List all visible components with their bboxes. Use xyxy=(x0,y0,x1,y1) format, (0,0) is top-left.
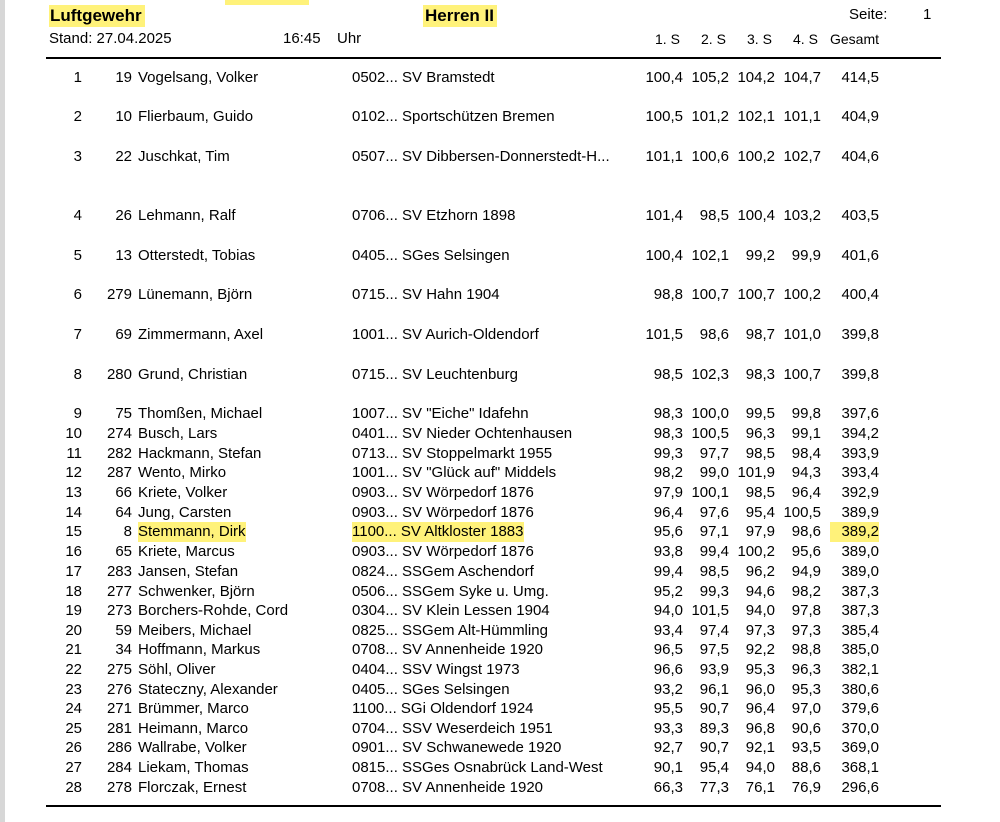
series4-cell: 99,9 xyxy=(791,247,821,264)
rank-cell: 13 xyxy=(65,484,82,501)
table-row xyxy=(0,483,1000,503)
series3-cell: 76,1 xyxy=(745,779,775,796)
total-cell: 387,3 xyxy=(841,602,879,619)
total-cell: 389,0 xyxy=(841,543,879,560)
table-row xyxy=(0,503,1000,523)
series2-cell: 100,0 xyxy=(691,405,729,422)
series3-cell: 96,0 xyxy=(745,681,775,698)
series4-cell: 95,6 xyxy=(791,543,821,560)
shooter-name-cell: Wallrabe, Volker xyxy=(138,739,247,756)
rank-cell: 14 xyxy=(65,504,82,521)
club-cell: 0825... SSGem Alt-Hümmling xyxy=(352,622,548,639)
shooter-name-cell: Heimann, Marco xyxy=(138,720,249,737)
rank-cell: 28 xyxy=(65,779,82,796)
series1-cell: 100,5 xyxy=(645,108,683,125)
rank-cell: 21 xyxy=(65,641,82,658)
club-cell: 0708... SV Annenheide 1920 xyxy=(352,779,544,796)
total-cell: 380,6 xyxy=(841,681,879,698)
table-row xyxy=(0,778,1000,798)
series4-cell: 101,1 xyxy=(783,108,821,125)
series1-cell: 98,2 xyxy=(653,464,683,481)
table-row xyxy=(0,444,1000,464)
rank-cell: 20 xyxy=(65,622,82,639)
stand-date: Stand: 27.04.2025 xyxy=(49,30,172,47)
discipline-title: Luftgewehr xyxy=(49,5,145,27)
club-cell: 0304... SV Klein Lessen 1904 xyxy=(352,602,550,619)
series2-cell: 93,9 xyxy=(699,661,729,678)
series2-cell: 99,4 xyxy=(699,543,729,560)
shooter-name-cell: Brümmer, Marco xyxy=(138,700,249,717)
series1-cell: 93,4 xyxy=(653,622,683,639)
start-number-cell: 284 xyxy=(106,759,132,776)
rank-cell: 17 xyxy=(65,563,82,580)
table-row xyxy=(0,365,1000,385)
series2-cell: 101,2 xyxy=(691,108,729,125)
series4-cell: 100,7 xyxy=(783,366,821,383)
footer-rule xyxy=(46,805,941,807)
club-cell: 0708... SV Annenheide 1920 xyxy=(352,641,544,658)
table-row xyxy=(0,680,1000,700)
shooter-name-cell: Borchers-Rohde, Cord xyxy=(138,602,289,619)
series2-cell: 97,5 xyxy=(699,641,729,658)
club-cell: 0715... SV Hahn 1904 xyxy=(352,286,500,303)
series3-cell: 99,5 xyxy=(745,405,775,422)
table-row xyxy=(0,562,1000,582)
rank-cell: 19 xyxy=(65,602,82,619)
table-row xyxy=(0,522,1000,542)
series1-cell: 101,5 xyxy=(645,326,683,343)
table-row xyxy=(0,758,1000,778)
start-number-cell: 10 xyxy=(115,108,132,125)
club-cell: 0401... SV Nieder Ochtenhausen xyxy=(352,425,573,442)
page-number: 1 xyxy=(923,6,932,23)
series2-cell: 100,6 xyxy=(691,148,729,165)
series3-cell: 94,0 xyxy=(745,602,775,619)
total-cell: 385,4 xyxy=(841,622,879,639)
total-cell: 368,1 xyxy=(841,759,879,776)
total-cell: 394,2 xyxy=(841,425,879,442)
start-number-cell: 283 xyxy=(106,563,132,580)
shooter-name-cell: Florczak, Ernest xyxy=(138,779,247,796)
total-cell: 379,6 xyxy=(841,700,879,717)
club-cell: 0903... SV Wörpedorf 1876 xyxy=(352,504,534,521)
series3-cell: 94,0 xyxy=(745,759,775,776)
club-cell: 0901... SV Schwanewede 1920 xyxy=(352,739,562,756)
total-cell: 401,6 xyxy=(841,247,879,264)
club-cell: 0405... SGes Selsingen xyxy=(352,681,510,698)
club-cell: 1007... SV "Eiche" Idafehn xyxy=(352,405,529,422)
shooter-name-cell: Zimmermann, Axel xyxy=(138,326,264,343)
table-row xyxy=(0,601,1000,621)
series1-cell: 97,9 xyxy=(653,484,683,501)
rank-cell: 7 xyxy=(73,326,82,343)
table-row xyxy=(0,285,1000,305)
start-number-cell: 69 xyxy=(115,326,132,343)
series3-cell: 100,2 xyxy=(737,543,775,560)
series2-cell: 100,7 xyxy=(691,286,729,303)
series3-cell: 102,1 xyxy=(737,108,775,125)
series1-cell: 93,2 xyxy=(653,681,683,698)
series2-cell: 98,6 xyxy=(699,326,729,343)
series1-cell: 100,4 xyxy=(645,69,683,86)
series3-cell: 92,1 xyxy=(745,739,775,756)
table-row xyxy=(0,325,1000,345)
series3-cell: 98,5 xyxy=(745,445,775,462)
series3-cell: 99,2 xyxy=(745,247,775,264)
series1-cell: 93,8 xyxy=(653,543,683,560)
total-cell: 389,0 xyxy=(841,563,879,580)
series1-cell: 94,0 xyxy=(653,602,683,619)
rank-cell: 11 xyxy=(66,445,82,462)
club-cell: 0713... SV Stoppelmarkt 1955 xyxy=(352,445,553,462)
total-cell: 389,2 xyxy=(830,522,879,542)
rank-cell: 16 xyxy=(65,543,82,560)
rank-cell: 18 xyxy=(65,583,82,600)
shooter-name-cell: Kriete, Marcus xyxy=(138,543,235,560)
series4-cell: 103,2 xyxy=(783,207,821,224)
page-label: Seite: xyxy=(849,6,888,23)
start-number-cell: 281 xyxy=(106,720,132,737)
series4-cell: 99,1 xyxy=(791,425,821,442)
shooter-name-cell: Grund, Christian xyxy=(138,366,248,383)
series1-cell: 101,1 xyxy=(645,148,683,165)
class-title: Herren II xyxy=(423,5,497,27)
series4-cell: 99,8 xyxy=(791,405,821,422)
series4-cell: 98,2 xyxy=(791,583,821,600)
series2-cell: 105,2 xyxy=(691,69,729,86)
series2-cell: 89,3 xyxy=(699,720,729,737)
shooter-name-cell: Busch, Lars xyxy=(138,425,218,442)
club-cell: 0706... SV Etzhorn 1898 xyxy=(352,207,516,224)
total-cell: 404,6 xyxy=(841,148,879,165)
shooter-name-cell: Hoffmann, Markus xyxy=(138,641,261,658)
series2-cell: 102,1 xyxy=(691,247,729,264)
series4-cell: 76,9 xyxy=(791,779,821,796)
table-row xyxy=(0,719,1000,739)
start-number-cell: 59 xyxy=(115,622,132,639)
series1-cell: 96,6 xyxy=(653,661,683,678)
rank-cell: 25 xyxy=(65,720,82,737)
series4-cell: 102,7 xyxy=(783,148,821,165)
series2-cell: 97,4 xyxy=(699,622,729,639)
series3-cell: 95,4 xyxy=(745,504,775,521)
club-cell: 0903... SV Wörpedorf 1876 xyxy=(352,543,534,560)
shooter-name-cell: Juschkat, Tim xyxy=(138,148,230,165)
series1-cell: 99,3 xyxy=(653,445,683,462)
start-number-cell: 64 xyxy=(115,504,132,521)
total-cell: 370,0 xyxy=(841,720,879,737)
series2-cell: 90,7 xyxy=(699,700,729,717)
start-number-cell: 277 xyxy=(106,583,132,600)
start-number-cell: 75 xyxy=(115,405,132,422)
series4-cell: 95,3 xyxy=(791,681,821,698)
start-number-cell: 19 xyxy=(115,69,132,86)
series2-cell: 101,5 xyxy=(691,602,729,619)
series1-cell: 100,4 xyxy=(645,247,683,264)
start-number-cell: 278 xyxy=(106,779,132,796)
rank-cell: 15 xyxy=(65,523,82,540)
total-cell: 399,8 xyxy=(841,326,879,343)
table-row xyxy=(0,463,1000,483)
series1-cell: 95,5 xyxy=(653,700,683,717)
total-cell: 393,4 xyxy=(841,464,879,481)
club-cell: 1001... SV "Glück auf" Middels xyxy=(352,464,557,481)
start-number-cell: 279 xyxy=(106,286,132,303)
table-row xyxy=(0,107,1000,127)
total-cell: 404,9 xyxy=(841,108,879,125)
series1-cell: 95,2 xyxy=(653,583,683,600)
total-cell: 414,5 xyxy=(841,69,879,86)
series1-cell: 96,4 xyxy=(653,504,683,521)
rank-cell: 26 xyxy=(65,739,82,756)
shooter-name-cell: Hackmann, Stefan xyxy=(138,445,262,462)
start-number-cell: 275 xyxy=(106,661,132,678)
shooter-name-cell: Jansen, Stefan xyxy=(138,563,239,580)
series4-cell: 90,6 xyxy=(791,720,821,737)
series3-cell: 98,3 xyxy=(745,366,775,383)
club-cell: 1001... SV Aurich-Oldendorf xyxy=(352,326,539,343)
total-cell: 387,3 xyxy=(841,583,879,600)
table-row xyxy=(0,542,1000,562)
rank-cell: 10 xyxy=(65,425,82,442)
series3-cell: 97,9 xyxy=(745,523,775,540)
series1-cell: 101,4 xyxy=(645,207,683,224)
series3-cell: 96,2 xyxy=(745,563,775,580)
table-row xyxy=(0,699,1000,719)
start-number-cell: 34 xyxy=(115,641,132,658)
club-cell: 0815... SSGes Osnabrück Land-West xyxy=(352,759,603,776)
rank-cell: 5 xyxy=(73,247,82,264)
series4-cell: 98,8 xyxy=(791,641,821,658)
total-cell: 369,0 xyxy=(841,739,879,756)
series2-cell: 98,5 xyxy=(699,207,729,224)
rank-cell: 22 xyxy=(65,661,82,678)
shooter-name-cell: Thomßen, Michael xyxy=(138,405,263,422)
shooter-name-cell: Meibers, Michael xyxy=(138,622,252,639)
series3-cell: 100,2 xyxy=(737,148,775,165)
series4-cell: 96,3 xyxy=(791,661,821,678)
table-row xyxy=(0,68,1000,88)
series2-cell: 97,7 xyxy=(699,445,729,462)
club-cell: 0502... SV Bramstedt xyxy=(352,69,495,86)
series1-cell: 98,8 xyxy=(653,286,683,303)
series4-cell: 97,0 xyxy=(791,700,821,717)
rank-cell: 6 xyxy=(73,286,82,303)
table-row xyxy=(0,738,1000,758)
series4-cell: 96,4 xyxy=(791,484,821,501)
start-number-cell: 13 xyxy=(115,247,132,264)
col-header-total: Gesamt xyxy=(830,31,880,47)
series4-cell: 97,8 xyxy=(791,602,821,619)
series3-cell: 97,3 xyxy=(745,622,775,639)
club-cell: 0715... SV Leuchtenburg xyxy=(352,366,518,383)
series4-cell: 98,4 xyxy=(791,445,821,462)
series3-cell: 100,7 xyxy=(737,286,775,303)
rank-cell: 8 xyxy=(73,366,82,383)
start-number-cell: 273 xyxy=(106,602,132,619)
total-cell: 397,6 xyxy=(841,405,879,422)
series2-cell: 96,1 xyxy=(699,681,729,698)
table-row xyxy=(0,621,1000,641)
series1-cell: 96,5 xyxy=(653,641,683,658)
rank-cell: 24 xyxy=(65,700,82,717)
total-cell: 393,9 xyxy=(841,445,879,462)
club-cell: 0405... SGes Selsingen xyxy=(352,247,510,264)
col-header-s2: 2. S xyxy=(701,31,726,47)
table-row xyxy=(0,246,1000,266)
series4-cell: 104,7 xyxy=(783,69,821,86)
series1-cell: 98,3 xyxy=(653,425,683,442)
series1-cell: 92,7 xyxy=(653,739,683,756)
series4-cell: 100,5 xyxy=(783,504,821,521)
club-cell: 0506... SSGem Syke u. Umg. xyxy=(352,583,549,600)
series1-cell: 66,3 xyxy=(653,779,683,796)
rank-cell: 1 xyxy=(73,69,82,86)
table-row xyxy=(0,206,1000,226)
series2-cell: 97,1 xyxy=(699,523,729,540)
series3-cell: 104,2 xyxy=(737,69,775,86)
series2-cell: 99,3 xyxy=(699,583,729,600)
club-cell: 0102... Sportschützen Bremen xyxy=(352,108,555,125)
start-number-cell: 274 xyxy=(106,425,132,442)
series2-cell: 97,6 xyxy=(699,504,729,521)
club-cell: 1100... SGi Oldendorf 1924 xyxy=(352,700,534,717)
shooter-name-cell: Söhl, Oliver xyxy=(138,661,216,678)
start-number-cell: 286 xyxy=(106,739,132,756)
series2-cell: 98,5 xyxy=(699,563,729,580)
total-cell: 392,9 xyxy=(841,484,879,501)
total-cell: 296,6 xyxy=(841,779,879,796)
club-cell: 0507... SV Dibbersen-Donnerstedt-H... xyxy=(352,148,610,165)
col-header-s1: 1. S xyxy=(655,31,680,47)
series1-cell: 93,3 xyxy=(653,720,683,737)
start-number-cell: 8 xyxy=(123,523,132,540)
series3-cell: 96,4 xyxy=(745,700,775,717)
series3-cell: 96,3 xyxy=(745,425,775,442)
club-cell: 0903... SV Wörpedorf 1876 xyxy=(352,484,534,501)
rank-cell: 9 xyxy=(73,405,82,422)
rank-cell: 3 xyxy=(73,148,82,165)
shooter-name-cell: Jung, Carsten xyxy=(138,504,232,521)
rank-cell: 23 xyxy=(65,681,82,698)
total-cell: 400,4 xyxy=(841,286,879,303)
series3-cell: 96,8 xyxy=(745,720,775,737)
table-row xyxy=(0,660,1000,680)
series1-cell: 99,4 xyxy=(653,563,683,580)
club-cell: 1100... SV Altkloster 1883 xyxy=(352,523,524,540)
col-header-s3: 3. S xyxy=(747,31,772,47)
time-unit: Uhr xyxy=(337,30,362,47)
shooter-name-cell: Stemmann, Dirk xyxy=(138,523,246,540)
table-row xyxy=(0,640,1000,660)
start-number-cell: 280 xyxy=(106,366,132,383)
start-number-cell: 66 xyxy=(115,484,132,501)
series4-cell: 100,2 xyxy=(783,286,821,303)
series2-cell: 102,3 xyxy=(691,366,729,383)
shooter-name-cell: Vogelsang, Volker xyxy=(138,69,259,86)
series1-cell: 98,5 xyxy=(653,366,683,383)
series4-cell: 93,5 xyxy=(791,739,821,756)
table-row xyxy=(0,404,1000,424)
start-number-cell: 271 xyxy=(106,700,132,717)
series2-cell: 95,4 xyxy=(699,759,729,776)
series2-cell: 99,0 xyxy=(699,464,729,481)
table-row xyxy=(0,147,1000,167)
series3-cell: 94,6 xyxy=(745,583,775,600)
shooter-name-cell: Schwenker, Björn xyxy=(138,583,255,600)
series4-cell: 94,3 xyxy=(791,464,821,481)
series4-cell: 97,3 xyxy=(791,622,821,639)
series2-cell: 100,1 xyxy=(691,484,729,501)
series3-cell: 92,2 xyxy=(745,641,775,658)
table-row xyxy=(0,582,1000,602)
shooter-name-cell: Otterstedt, Tobias xyxy=(138,247,256,264)
shooter-name-cell: Kriete, Volker xyxy=(138,484,228,501)
stand-time: 16:45 xyxy=(283,30,321,47)
rank-cell: 2 xyxy=(73,108,82,125)
shooter-name-cell: Flierbaum, Guido xyxy=(138,108,254,125)
series1-cell: 90,1 xyxy=(653,759,683,776)
total-cell: 403,5 xyxy=(841,207,879,224)
header-rule xyxy=(46,57,941,59)
start-number-cell: 26 xyxy=(115,207,132,224)
start-number-cell: 287 xyxy=(106,464,132,481)
series2-cell: 100,5 xyxy=(691,425,729,442)
series3-cell: 98,5 xyxy=(745,484,775,501)
total-cell: 385,0 xyxy=(841,641,879,658)
series4-cell: 101,0 xyxy=(783,326,821,343)
club-cell: 0824... SSGem Aschendorf xyxy=(352,563,534,580)
series2-cell: 77,3 xyxy=(699,779,729,796)
table-row xyxy=(0,424,1000,444)
series3-cell: 98,7 xyxy=(745,326,775,343)
shooter-name-cell: Wento, Mirko xyxy=(138,464,227,481)
shooter-name-cell: Stateczny, Alexander xyxy=(138,681,278,698)
shooter-name-cell: Liekam, Thomas xyxy=(138,759,249,776)
series3-cell: 101,9 xyxy=(737,464,775,481)
series1-cell: 95,6 xyxy=(653,523,683,540)
shooter-name-cell: Lünemann, Björn xyxy=(138,286,253,303)
series4-cell: 88,6 xyxy=(791,759,821,776)
col-header-s4: 4. S xyxy=(793,31,818,47)
rank-cell: 12 xyxy=(65,464,82,481)
series3-cell: 95,3 xyxy=(745,661,775,678)
total-cell: 382,1 xyxy=(841,661,879,678)
series3-cell: 100,4 xyxy=(737,207,775,224)
shooter-name-cell: Lehmann, Ralf xyxy=(138,207,236,224)
club-cell: 0704... SSV Weserdeich 1951 xyxy=(352,720,553,737)
rank-cell: 27 xyxy=(65,759,82,776)
rank-cell: 4 xyxy=(73,207,82,224)
start-number-cell: 282 xyxy=(106,445,132,462)
total-cell: 389,9 xyxy=(841,504,879,521)
start-number-cell: 276 xyxy=(106,681,132,698)
series4-cell: 98,6 xyxy=(791,523,821,540)
start-number-cell: 22 xyxy=(115,148,132,165)
series1-cell: 98,3 xyxy=(653,405,683,422)
series2-cell: 90,7 xyxy=(699,739,729,756)
start-number-cell: 65 xyxy=(115,543,132,560)
total-cell: 399,8 xyxy=(841,366,879,383)
series4-cell: 94,9 xyxy=(791,563,821,580)
club-cell: 0404... SSV Wingst 1973 xyxy=(352,661,520,678)
